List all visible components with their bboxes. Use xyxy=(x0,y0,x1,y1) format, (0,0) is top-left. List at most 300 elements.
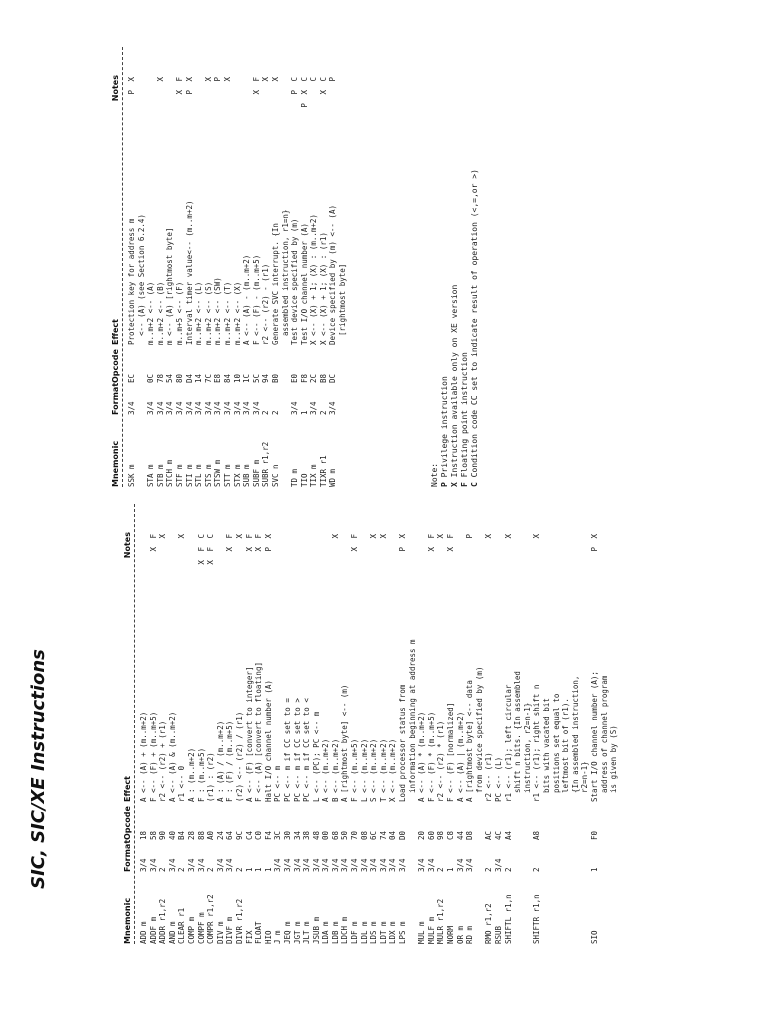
table-row xyxy=(328,47,338,487)
table-row xyxy=(609,504,619,944)
cell-effect: r1 <-- (r1); left circular xyxy=(503,684,513,802)
table-row xyxy=(542,504,552,944)
instruction-table-left xyxy=(120,504,619,944)
cell-mnemonic: STCH m xyxy=(165,459,175,487)
cell-effect: bits with vacated bit xyxy=(541,698,551,802)
cell-opcode xyxy=(475,802,485,840)
cell-format: 3/4 xyxy=(215,858,225,872)
cell-format xyxy=(580,840,590,872)
cell-opcode xyxy=(600,802,610,840)
table-row xyxy=(379,504,389,944)
table-row xyxy=(293,504,303,944)
cell-format xyxy=(137,383,147,415)
cell-effect: F <-- (F) - (m..m+5) xyxy=(251,254,261,345)
cell-opcode: 0C xyxy=(146,373,156,383)
cell-opcode: AC xyxy=(484,830,494,840)
cell-mnemonic: TIXR r1 xyxy=(318,455,328,487)
cell-format: 3/4 xyxy=(242,401,252,415)
table-row xyxy=(213,47,223,487)
header-rule xyxy=(132,504,135,944)
cell-notes: X F xyxy=(254,532,264,552)
cell-format xyxy=(600,840,610,872)
cell-format: 3/4 xyxy=(222,401,232,415)
cell-mnemonic: JLT m xyxy=(302,921,312,944)
cell-notes xyxy=(281,75,291,135)
cell-effect: Device specified by (m) <-- (A) xyxy=(328,205,338,345)
notes-list xyxy=(440,47,480,487)
cell-format: 1 xyxy=(254,867,264,872)
cell-mnemonic: SVC n xyxy=(270,464,280,487)
cell-format: 2 xyxy=(206,867,216,872)
cell-format: 3/4 xyxy=(155,401,165,415)
cell-notes: X F xyxy=(244,532,254,552)
cell-effect: PC <-- m if CC set to = xyxy=(282,698,292,802)
table-row xyxy=(302,504,312,944)
table-row xyxy=(532,504,542,944)
cell-effect: Generate SVC interrupt. {In xyxy=(270,223,280,345)
cell-notes xyxy=(194,75,204,135)
cell-mnemonic: ADD m xyxy=(139,921,148,944)
note-text: Condition code CC set to indicate result of operation (<,=,or >) xyxy=(470,169,479,483)
table-row xyxy=(137,47,147,487)
cell-notes xyxy=(283,532,293,592)
cell-format: 3/4 xyxy=(273,858,283,872)
cell-effect: m..m+2 <-- (T) xyxy=(222,281,232,345)
table-row xyxy=(331,504,341,944)
cell-notes xyxy=(302,532,312,592)
cell-format: 3/4 xyxy=(465,858,475,872)
cell-mnemonic xyxy=(561,872,571,944)
cell-opcode: 98 xyxy=(436,830,446,840)
cell-notes xyxy=(580,532,590,592)
cell-format: 2 xyxy=(318,410,328,415)
table-row xyxy=(149,504,159,944)
cell-format: 1 xyxy=(244,867,254,872)
cell-format: 3/4 xyxy=(455,858,465,872)
cell-mnemonic: RD m xyxy=(465,925,475,944)
cell-opcode xyxy=(571,802,581,840)
cell-notes: P X xyxy=(127,75,136,95)
cell-opcode: D4 xyxy=(184,373,194,383)
cell-mnemonic: OR m xyxy=(455,925,465,944)
cell-opcode: EC xyxy=(127,373,136,383)
cell-opcode: A0 xyxy=(206,830,216,840)
cell-effect: r2 <-- (r1) xyxy=(484,752,494,802)
cell-mnemonic: LDA m xyxy=(321,921,331,944)
header-format: Format xyxy=(123,839,132,872)
cell-opcode: B8 xyxy=(318,373,328,383)
cell-notes xyxy=(187,532,197,592)
cell-format: 2 xyxy=(270,410,280,415)
note-item xyxy=(460,47,470,487)
cell-opcode: D0 xyxy=(398,830,408,840)
cell-notes xyxy=(360,532,370,592)
cell-format: 3/4 xyxy=(417,858,427,872)
cell-mnemonic: LPS m xyxy=(398,921,408,944)
cell-mnemonic xyxy=(523,872,533,944)
cell-format: 3/4 xyxy=(330,858,340,872)
cell-mnemonic: FLOAT xyxy=(254,921,264,944)
table-row xyxy=(338,47,348,487)
table-row xyxy=(158,504,168,944)
cell-opcode: 48 xyxy=(311,830,321,840)
cell-notes: X F C xyxy=(206,532,216,565)
table-row xyxy=(340,504,350,944)
cell-opcode: 80 xyxy=(174,373,184,383)
cell-effect: leftmost bit of (r1). xyxy=(561,698,571,802)
cell-effect: m..m+2 <-- (X) xyxy=(232,281,242,345)
cell-opcode: 64 xyxy=(225,830,235,840)
cell-notes: X xyxy=(261,75,271,82)
cell-opcode: 00 xyxy=(321,830,331,840)
note-item xyxy=(470,47,480,487)
cell-effect: positions set equal to xyxy=(551,693,561,802)
cell-effect: A <-- (A) | (m..m+2) xyxy=(455,711,465,802)
table-row xyxy=(206,504,216,944)
cell-format: 3/4 xyxy=(378,858,388,872)
cell-opcode: 58 xyxy=(148,830,158,840)
notes-heading: Note: xyxy=(430,462,439,487)
cell-notes: X xyxy=(330,532,340,539)
table-row xyxy=(254,504,264,944)
cell-effect: T <-- (m..m+2) xyxy=(378,738,388,802)
cell-effect: X <-- (X) + 1; (X) : (r1) xyxy=(318,232,328,345)
cell-opcode xyxy=(408,802,418,840)
cell-notes: P X xyxy=(184,75,194,95)
cell-effect: instruction, r2=n-1} xyxy=(522,702,532,802)
cell-effect: m..m+2 <-- (A) xyxy=(146,281,156,345)
cell-notes: X xyxy=(484,532,494,539)
table-row xyxy=(165,47,175,487)
cell-effect: X <-- (X) + 1; (X) : (m..m+2) xyxy=(309,214,319,345)
cell-format: 3/4 xyxy=(340,858,350,872)
cell-notes xyxy=(139,532,149,592)
cell-format: 2 xyxy=(177,867,187,872)
cell-opcode: A4 xyxy=(503,830,513,840)
cell-mnemonic: WD m xyxy=(328,468,338,487)
cell-format: 3/4 xyxy=(493,858,503,872)
cell-effect: r1 <-- 0 xyxy=(177,765,187,802)
cell-opcode: 30 xyxy=(282,830,292,840)
table-row xyxy=(187,504,197,944)
cell-notes: X xyxy=(378,532,388,539)
note-key: X xyxy=(450,482,459,487)
cell-notes xyxy=(273,532,283,592)
cell-format: 2 xyxy=(261,410,271,415)
cell-format: 2 xyxy=(532,867,542,872)
cell-notes: P X C xyxy=(299,75,309,108)
cell-opcode: B0 xyxy=(270,373,280,383)
cell-effect: [rightmost byte] xyxy=(338,263,348,345)
cell-notes xyxy=(293,532,303,592)
cell-effect: A : (A) / (m..m+2) xyxy=(215,720,225,802)
note-key: F xyxy=(460,482,469,487)
cell-mnemonic: ADDR r1,r2 xyxy=(158,898,168,944)
cell-mnemonic: MULF m xyxy=(426,916,436,944)
table-row xyxy=(427,504,437,944)
cell-effect: A [rightmost byte] <-- data xyxy=(465,680,475,802)
cell-format: 3/4 xyxy=(321,858,331,872)
table-row xyxy=(484,504,494,944)
table-row xyxy=(290,47,300,487)
cell-mnemonic: LDT m xyxy=(378,921,388,944)
cell-opcode: B4 xyxy=(177,830,187,840)
cell-format: 3/4 xyxy=(148,858,158,872)
cell-opcode xyxy=(580,802,590,840)
table-row xyxy=(494,504,504,944)
cell-format: 3/4 xyxy=(311,858,321,872)
cell-opcode: 10 xyxy=(232,373,242,383)
header-opcode: Opcode xyxy=(123,806,132,840)
cell-notes xyxy=(321,532,331,592)
table-row xyxy=(309,47,319,487)
cell-mnemonic: STX m xyxy=(232,464,242,487)
cell-notes: X F xyxy=(446,532,455,552)
table-row xyxy=(300,47,310,487)
cell-mnemonic: DIVR r1,r2 xyxy=(234,898,244,944)
cell-format xyxy=(561,840,571,872)
table-row xyxy=(552,504,562,944)
cell-effect: m..m+5 <-- (F) xyxy=(174,281,184,345)
cell-mnemonic: JEQ m xyxy=(282,921,292,944)
instruction-table-right xyxy=(108,47,348,487)
table-row xyxy=(417,504,427,944)
cell-effect: Test I/O channel number (A) xyxy=(299,223,309,345)
table-row xyxy=(175,47,185,487)
cell-format: 1 xyxy=(446,867,455,872)
table-row xyxy=(194,47,204,487)
table-row xyxy=(369,504,379,944)
cell-notes: X xyxy=(155,75,165,82)
cell-effect: F <-- (A) [convert to floating] xyxy=(254,662,264,802)
header-format: Format xyxy=(111,382,120,415)
cell-mnemonic: HIO xyxy=(263,930,273,944)
cell-opcode: C0 xyxy=(254,830,264,840)
cell-opcode: 14 xyxy=(194,373,204,383)
table-row xyxy=(561,504,571,944)
cell-opcode xyxy=(137,345,147,383)
cell-opcode: 4C xyxy=(493,830,503,840)
cell-opcode: 08 xyxy=(359,830,369,840)
table-row xyxy=(408,504,418,944)
cell-mnemonic: FIX xyxy=(244,930,254,944)
header-effect: Effect xyxy=(123,776,132,802)
table-row xyxy=(273,504,283,944)
cell-mnemonic: MULR r1,r2 xyxy=(436,898,446,944)
cell-effect: from device specified by (m) xyxy=(474,666,484,802)
header-notes: Notes xyxy=(111,75,120,102)
cell-format: 3/4 xyxy=(186,858,196,872)
cell-opcode: 34 xyxy=(292,830,302,840)
table-row xyxy=(177,504,187,944)
cell-format xyxy=(281,383,291,415)
cell-mnemonic: STF m xyxy=(174,464,184,487)
table-row xyxy=(446,504,456,944)
table-row xyxy=(436,504,446,944)
cell-effect: F <-- (F) [normalized] xyxy=(446,702,455,802)
note-text: Instruction available only on XE version xyxy=(450,284,459,483)
cell-mnemonic xyxy=(609,872,619,944)
cell-mnemonic xyxy=(580,872,590,944)
cell-mnemonic xyxy=(475,872,485,944)
cell-format: 2 xyxy=(484,867,494,872)
cell-effect: m..m+2 <-- (S) xyxy=(203,281,213,345)
table-row xyxy=(235,504,245,944)
cell-mnemonic: SHIFTL r1,n xyxy=(503,894,513,944)
cell-opcode: 88 xyxy=(196,830,206,840)
cell-effect: PC <-- m if CC set to > xyxy=(292,698,302,802)
cell-notes xyxy=(609,532,619,592)
cell-notes: P xyxy=(213,75,223,82)
cell-format: 3/4 xyxy=(232,401,242,415)
cell-notes xyxy=(137,75,147,135)
cell-opcode: 68 xyxy=(330,830,340,840)
cell-opcode: 50 xyxy=(340,830,350,840)
cell-effect: Start I/O channel number (A); xyxy=(589,671,599,802)
cell-format xyxy=(571,840,581,872)
cell-mnemonic: DIVF m xyxy=(225,916,235,944)
cell-mnemonic: LDF m xyxy=(350,921,360,944)
cell-format: 3/4 xyxy=(398,858,408,872)
cell-notes: X xyxy=(369,532,379,539)
cell-effect: A <-- (A) - (m..m+2) xyxy=(242,254,252,345)
cell-notes: P X xyxy=(398,532,408,552)
cell-notes: X xyxy=(532,532,542,539)
cell-opcode xyxy=(542,802,552,840)
cell-effect: address of channel program xyxy=(599,675,609,802)
cell-format xyxy=(408,840,418,872)
cell-mnemonic xyxy=(408,872,418,944)
table-header xyxy=(120,504,132,944)
cell-effect: shift n bits. {In assembled xyxy=(513,671,523,802)
cell-effect: S <-- (m..m+2) xyxy=(369,738,379,802)
cell-mnemonic: SUBR r1,r2 xyxy=(261,441,271,487)
cell-notes: X xyxy=(177,532,187,539)
cell-format xyxy=(513,840,523,872)
cell-mnemonic: STB m xyxy=(155,464,165,487)
cell-format: 2 xyxy=(436,867,446,872)
cell-effect: A <-- (A) & (m..m+2) xyxy=(167,711,177,802)
cell-effect: A <-- (m..m+2) xyxy=(321,738,331,802)
table-row xyxy=(242,47,252,487)
cell-opcode xyxy=(338,345,348,383)
cell-mnemonic: MUL m xyxy=(417,921,427,944)
table-row xyxy=(465,504,475,944)
cell-notes xyxy=(216,532,226,592)
cell-notes xyxy=(494,532,504,592)
notes-legend xyxy=(430,47,480,487)
cell-notes: X F C xyxy=(196,532,206,565)
cell-notes xyxy=(408,532,418,592)
table-row xyxy=(233,47,243,487)
table-row xyxy=(319,47,329,487)
cell-opcode: 84 xyxy=(222,373,232,383)
cell-mnemonic: DIV m xyxy=(215,921,225,944)
cell-format: 3/4 xyxy=(174,401,184,415)
cell-format: 3/4 xyxy=(167,858,177,872)
cell-effect: m..m+2 <-- (B) xyxy=(155,281,165,345)
cell-mnemonic: AND m xyxy=(167,921,177,944)
cell-format: 3/4 xyxy=(282,858,292,872)
cell-opcode: E0 xyxy=(290,373,300,383)
cell-format: 2 xyxy=(503,867,513,872)
cell-mnemonic: J m xyxy=(273,930,283,944)
cell-opcode xyxy=(281,345,291,383)
cell-effect: r1 <-- (r1); right shift n xyxy=(532,684,542,802)
cell-format: 3/4 xyxy=(194,401,204,415)
table-row xyxy=(312,504,322,944)
cell-effect: m..m+2 <-- (L) xyxy=(194,281,204,345)
cell-opcode: 7C xyxy=(203,373,213,383)
table-row xyxy=(197,504,207,944)
cell-effect: A : (m..m+2) xyxy=(186,747,196,802)
table-row xyxy=(283,504,293,944)
table-body xyxy=(127,47,348,487)
cell-opcode: 38 xyxy=(302,830,312,840)
cell-mnemonic: COMPR r1,r2 xyxy=(206,894,216,944)
cell-mnemonic: STSW m xyxy=(213,459,223,487)
cell-opcode: 44 xyxy=(455,830,465,840)
table-row xyxy=(146,47,156,487)
cell-opcode: 24 xyxy=(215,830,225,840)
cell-opcode: 20 xyxy=(417,830,427,840)
cell-notes xyxy=(338,75,348,135)
cell-opcode: 40 xyxy=(167,830,177,840)
cell-opcode xyxy=(561,802,571,840)
cell-effect: Protection key for address m xyxy=(127,218,136,345)
table-row xyxy=(504,504,514,944)
cell-mnemonic: LDCH m xyxy=(340,916,350,944)
cell-effect: L <-- (PC); PC <-- m xyxy=(311,711,321,802)
cell-format: 3/4 xyxy=(290,401,300,415)
cell-notes: X xyxy=(158,532,168,539)
cell-opcode: C4 xyxy=(244,830,254,840)
cell-opcode xyxy=(609,802,619,840)
cell-effect: r2 <-- (r2) + (r1) xyxy=(158,720,168,802)
cell-effect: (r1) : (r2) xyxy=(206,752,216,802)
cell-format: 3/4 xyxy=(127,401,136,415)
cell-opcode xyxy=(513,802,523,840)
cell-format: 3/4 xyxy=(309,401,319,415)
cell-effect: Interval timer value<-- (m..m+2) xyxy=(184,200,194,345)
cell-notes: X xyxy=(270,75,280,82)
cell-opcode: 28 xyxy=(186,830,196,840)
cell-format: 3/4 xyxy=(328,401,338,415)
cell-mnemonic: SSK m xyxy=(127,464,136,487)
cell-format: 3/4 xyxy=(426,858,436,872)
cell-mnemonic: LDL m xyxy=(359,921,369,944)
cell-opcode: 70 xyxy=(350,830,360,840)
note-item xyxy=(440,47,450,487)
table-row xyxy=(261,47,271,487)
cell-opcode: 74 xyxy=(378,830,388,840)
cell-format: 3/4 xyxy=(165,401,175,415)
table-row xyxy=(204,47,214,487)
cell-effect: F : (m..m+5) xyxy=(196,747,206,802)
table-row xyxy=(139,504,149,944)
cell-effect: r2=n-1} xyxy=(580,761,590,802)
cell-notes xyxy=(561,532,571,592)
cell-mnemonic: SUBF m xyxy=(251,459,261,487)
cell-notes xyxy=(168,532,178,592)
cell-format: 3/4 xyxy=(225,858,235,872)
cell-notes xyxy=(388,532,398,592)
cell-effect: Load processor status from xyxy=(398,684,408,802)
cell-effect: r2 <-- (r2) * (r1) xyxy=(436,720,446,802)
cell-notes xyxy=(417,532,427,592)
cell-mnemonic: ADDF m xyxy=(148,916,158,944)
cell-notes: X xyxy=(203,75,213,82)
